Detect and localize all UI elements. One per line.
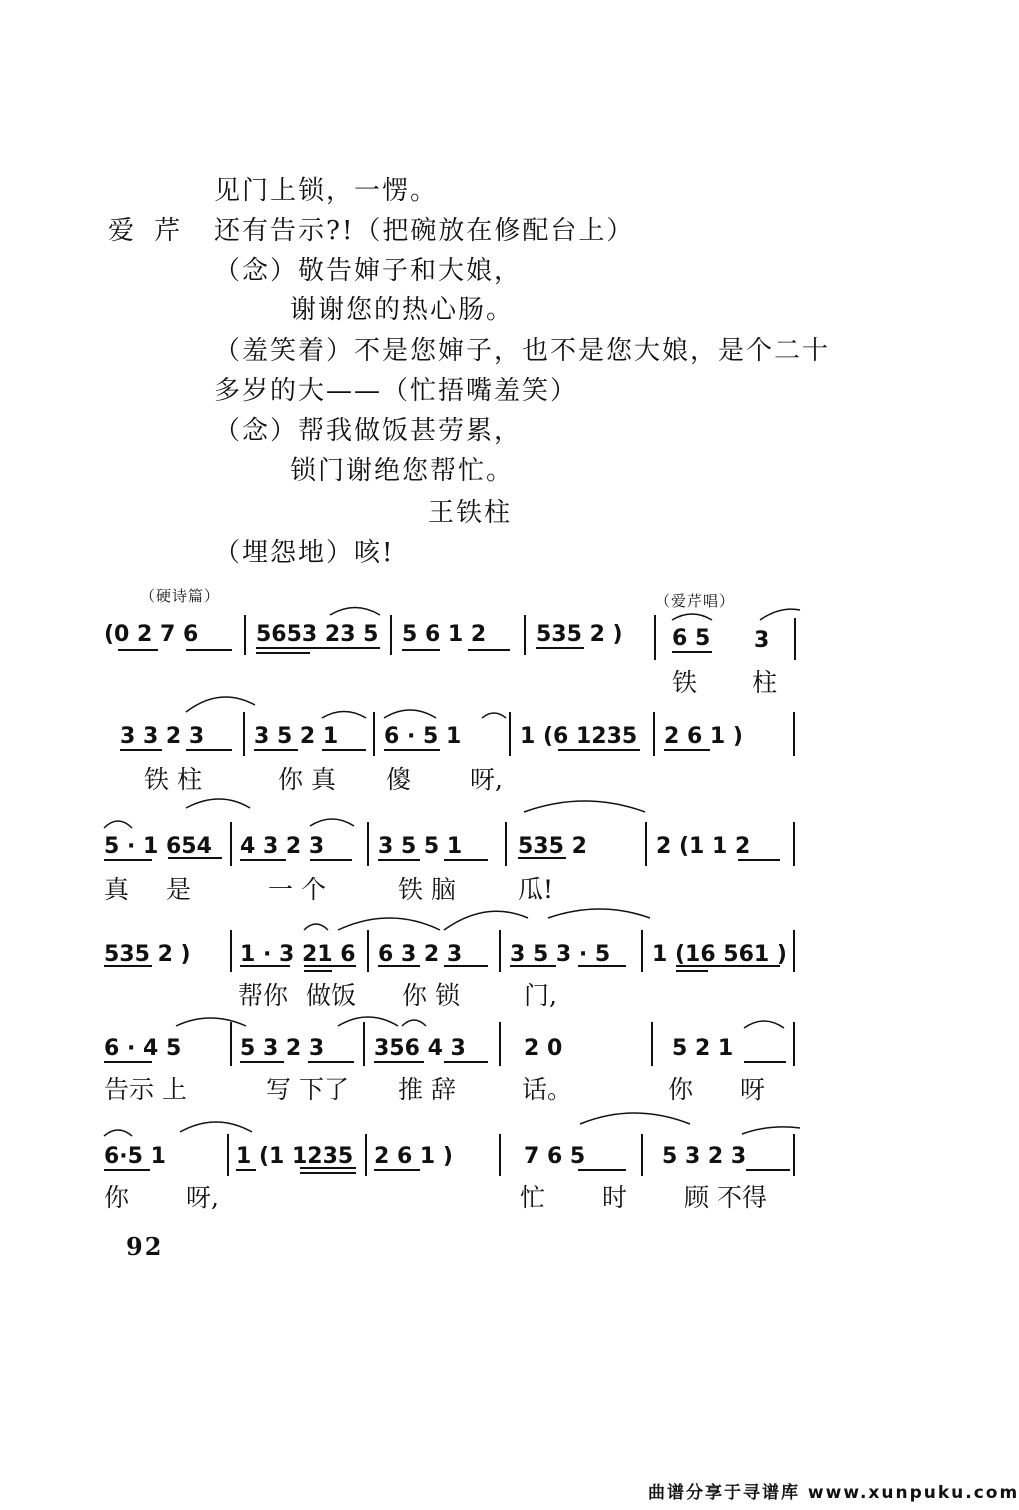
- lyric: 你 真: [278, 765, 336, 794]
- dialogue-line: 多岁的大——（忙捂嘴羞笑）: [214, 376, 579, 406]
- notation-segment: 7 6 5: [524, 1144, 586, 1169]
- slur: [304, 924, 328, 930]
- slur: [186, 697, 255, 712]
- notation-segment: 5 3 2 3: [240, 1036, 325, 1061]
- slur: [482, 713, 506, 718]
- notation-segment: 5 3 2 3: [662, 1144, 747, 1169]
- notation-segment: 5653 23 5: [256, 622, 379, 647]
- notation-segment: 2 6 1 ): [664, 724, 743, 749]
- notation-segment: 2 6 1 ): [374, 1144, 453, 1169]
- notation-segment: 3 5 5 1: [378, 834, 463, 859]
- notation-segment: 5 6 1 2: [402, 622, 487, 647]
- slur: [338, 1017, 398, 1026]
- lyric: 瓜!: [518, 875, 554, 904]
- slur: [744, 1021, 784, 1028]
- lyric: 推 辞: [398, 1075, 456, 1104]
- lyric: 铁: [672, 668, 698, 697]
- notation-segment: 1 (1 1235: [236, 1144, 354, 1169]
- dialogue-line: （念）敬告婶子和大娘，: [214, 256, 523, 286]
- notation-segment: 535 2: [518, 834, 587, 859]
- lyric: 时: [602, 1183, 628, 1212]
- notation-segment: 5 2 1: [672, 1036, 734, 1061]
- dialogue-line: 锁门谢绝您帮忙。: [290, 456, 515, 486]
- slur: [580, 1113, 690, 1124]
- slur: [384, 710, 436, 718]
- notation-segment: (0 2 7 6: [104, 622, 199, 647]
- lyric: 一 个: [268, 875, 326, 904]
- notation-segment: 3 5 3 · 5: [510, 942, 611, 967]
- lyric: 顾 不得: [684, 1183, 767, 1212]
- notation-segment: 1 (6 1235: [520, 724, 638, 749]
- lyric: 是: [166, 875, 192, 904]
- lyric: 写 下了: [266, 1075, 349, 1104]
- slur: [524, 801, 645, 812]
- slur: [310, 819, 354, 826]
- lyric: 忙: [520, 1183, 546, 1212]
- notation-segment: 3 3 2 3: [120, 724, 205, 749]
- notation-segment: 1 (16 561 ): [652, 942, 787, 967]
- notation-segment: 6 · 5 1: [384, 724, 462, 749]
- lyric: 呀,: [470, 765, 503, 794]
- footer-watermark: 曲谱分享于寻谱库 www.xunpuku.com: [648, 1483, 1019, 1503]
- notation-segment: 6 5: [672, 626, 711, 651]
- slur: [672, 614, 712, 620]
- lyric: 告示 上: [104, 1075, 187, 1104]
- lyric: 呀: [740, 1075, 766, 1104]
- slur: [104, 1130, 132, 1136]
- lyric: 你: [104, 1183, 130, 1212]
- lyric: 门,: [524, 981, 557, 1010]
- slur: [330, 608, 380, 616]
- notation-segment: 3 5 2 1: [254, 724, 339, 749]
- slur: [742, 1127, 800, 1134]
- lyric: 呀,: [186, 1183, 219, 1212]
- dialogue-line: （埋怨地）咳!: [214, 538, 395, 568]
- lyric: 铁 柱: [144, 765, 202, 794]
- lyric: 柱: [752, 668, 778, 697]
- notation-segment: 3: [754, 628, 770, 653]
- notation-segment: 535 2 ): [536, 622, 623, 647]
- slur: [548, 909, 650, 918]
- slur: [444, 911, 528, 930]
- lyric: 铁 脑: [398, 875, 456, 904]
- lyric: 你: [668, 1075, 694, 1104]
- slur: [180, 1122, 252, 1132]
- signature-name: 王铁柱: [428, 498, 513, 528]
- lyric: 话。: [522, 1075, 573, 1104]
- notation-segment: 6·5 1: [104, 1144, 166, 1169]
- lyric: 做饭: [306, 981, 357, 1010]
- lyric: 你 锁: [402, 981, 460, 1010]
- page-number: 92: [126, 1232, 164, 1261]
- score-annotation: （爱芹唱）: [655, 592, 736, 610]
- notation-segment: 356 4 3: [374, 1036, 466, 1061]
- dialogue-line: 谢谢您的热心肠。: [290, 295, 515, 325]
- notation-segment: 2 0: [524, 1036, 563, 1061]
- notation-segment: 4 3 2 3: [240, 834, 325, 859]
- notation-segment: 6 3 2 3: [378, 942, 463, 967]
- notation-segment: 2 (1 1 2: [656, 834, 751, 859]
- notation-segment: 535 2 ): [104, 942, 191, 967]
- stage-direction: 见门上锁，一愣。: [214, 176, 439, 206]
- slur: [338, 918, 440, 930]
- lyric: 傻: [386, 765, 412, 794]
- notation-segment: 5 · 1 654: [104, 834, 212, 859]
- score-annotation: （硬诗篇）: [140, 587, 221, 605]
- slur: [176, 1018, 246, 1026]
- lyric: 帮你: [238, 981, 289, 1010]
- slur: [402, 1020, 426, 1026]
- slur: [186, 799, 250, 808]
- slur: [322, 712, 366, 719]
- slur: [104, 821, 132, 828]
- speaker-name: 爱 芹: [108, 216, 187, 246]
- notation-segment: 6 · 4 5: [104, 1036, 182, 1061]
- dialogue-line: （念）帮我做饭甚劳累，: [214, 416, 523, 446]
- dialogue-line: 还有告示?!（把碗放在修配台上）: [214, 216, 635, 246]
- dialogue-line: （羞笑着）不是您婶子，也不是您大娘，是个二十: [214, 336, 831, 366]
- lyric: 真: [104, 875, 130, 904]
- notation-segment: 1 · 3 21 6: [240, 942, 356, 967]
